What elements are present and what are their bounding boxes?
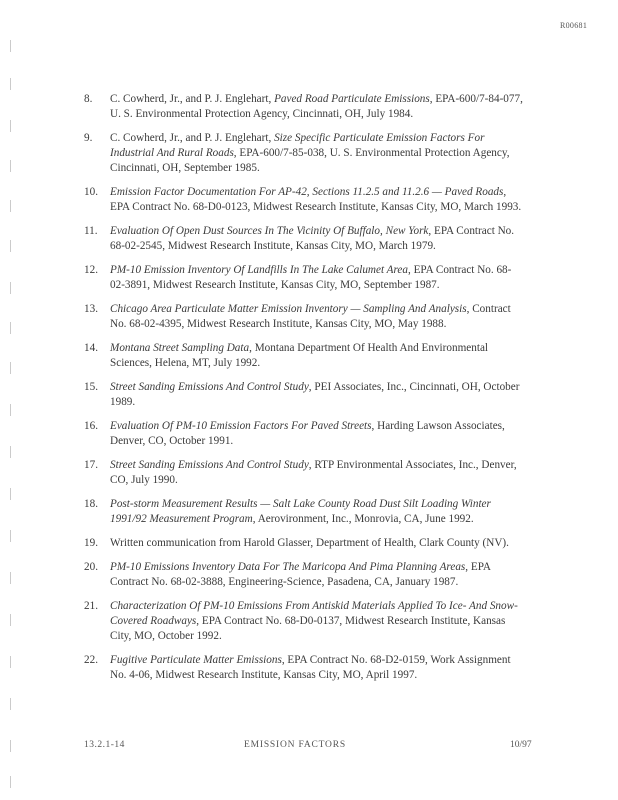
left-margin-marks [0, 0, 26, 800]
reference-number: 9. [84, 132, 93, 144]
reference-details: , EPA Contract No. 68-02-3891, Midwest Research Institute, Kansas City, MO, September 1987. [110, 264, 512, 291]
reference-text [110, 536, 524, 551]
reference-details: , EPA Contract No. 68-D2-0159, Work Assignment No. 4-06, Midwest Research Institute, Kansas City, MO, April 1997. [110, 654, 511, 681]
reference-item [84, 497, 524, 527]
reference-number: 19. [84, 537, 98, 549]
margin-mark [10, 614, 18, 626]
margin-mark [10, 322, 18, 334]
margin-mark [10, 404, 18, 416]
reference-number: 13. [84, 303, 98, 315]
reference-item [84, 341, 524, 371]
reference-text [110, 599, 524, 644]
reference-text [110, 185, 524, 215]
reference-text [110, 458, 524, 488]
margin-mark [10, 446, 18, 458]
reference-details: , Montana Department Of Health And Environmental Sciences, Helena, MT, July 1992. [110, 342, 489, 369]
reference-item [84, 263, 524, 293]
reference-details: , EPA Contract No. 68-D0-0123, Midwest Research Institute, Kansas City, MO, March 1993. [110, 186, 522, 213]
reference-number: 14. [84, 342, 98, 354]
margin-mark [10, 200, 18, 212]
reference-title: Size Specific Particulate Emission Factors For Industrial And Rural Roads [110, 132, 485, 159]
margin-mark [10, 698, 18, 710]
reference-item [84, 536, 524, 551]
reference-item [84, 185, 524, 215]
margin-mark [10, 776, 18, 788]
reference-text [110, 131, 524, 176]
reference-title: Street Sanding Emissions And Control Study [110, 381, 309, 393]
reference-number: 16. [84, 420, 98, 432]
reference-title: PM-10 Emissions Inventory Data For The Maricopa And Pima Planning Areas [110, 561, 466, 573]
reference-item [84, 92, 524, 122]
footer-section-number: 13.2.1-14 [84, 740, 125, 750]
reference-details: C. Cowherd, Jr., and P. J. Englehart, [110, 132, 275, 144]
footer-document-title: EMISSION FACTORS [244, 740, 346, 750]
reference-number: 11. [84, 225, 98, 237]
reference-number: 17. [84, 459, 98, 471]
reference-text [110, 653, 524, 683]
reference-text [110, 263, 524, 293]
margin-mark [10, 240, 18, 252]
reference-details: , Aerovironment, Inc., Monrovia, CA, June 1992. [252, 513, 474, 525]
reference-item [84, 599, 524, 644]
reference-number: 8. [84, 93, 93, 105]
reference-text [110, 497, 524, 527]
margin-mark [10, 488, 18, 500]
reference-details: , EPA Contract No. 68-02-2545, Midwest Research Institute, Kansas City, MO, March 1979. [110, 225, 515, 252]
margin-mark [10, 572, 18, 584]
reference-title: Fugitive Particulate Matter Emissions [110, 654, 282, 666]
reference-details: , EPA-600/7-84-077, U. S. Environmental Protection Agency, Cincinnati, OH, July 1984. [110, 93, 523, 120]
reference-details: C. Cowherd, Jr., and P. J. Englehart, [110, 93, 275, 105]
reference-title: Chicago Area Particulate Matter Emission Inventory — Sampling And Analysis [110, 303, 467, 315]
reference-number: 15. [84, 381, 98, 393]
reference-item [84, 653, 524, 683]
reference-details: , Harding Lawson Associates, Denver, CO, October 1991. [110, 420, 505, 447]
reference-text [110, 341, 524, 371]
reference-details: Written communication from Harold Glasser, Department of Health, Clark County (NV). [110, 537, 509, 549]
reference-item [84, 380, 524, 410]
reference-number: 18. [84, 498, 98, 510]
reference-number: 21. [84, 600, 98, 612]
reference-details: , PEI Associates, Inc., Cincinnati, OH, October 1989. [110, 381, 520, 408]
reference-details: , Contract No. 68-02-4395, Midwest Research Institute, Kansas City, MO, May 1988. [110, 303, 511, 330]
margin-mark [10, 40, 18, 52]
margin-mark [10, 78, 18, 90]
page-id: R00681 [560, 21, 588, 30]
reference-details: , EPA Contract No. 68-D0-0137, Midwest Research Institute, Kansas City, MO, October 1992. [110, 615, 506, 642]
reference-title: Evaluation Of Open Dust Sources In The Vicinity Of Buffalo, New York [110, 225, 429, 237]
reference-details: , EPA-600/7-85-038, U. S. Environmental Protection Agency, Cincinnati, OH, September 1985. [110, 147, 510, 174]
reference-number: 10. [84, 186, 98, 198]
reference-number: 20. [84, 561, 98, 573]
reference-text [110, 419, 524, 449]
reference-item [84, 131, 524, 176]
reference-item [84, 302, 524, 332]
reference-item [84, 419, 524, 449]
reference-details: , EPA Contract No. 68-02-3888, Engineering-Science, Pasadena, CA, January 1987. [110, 561, 491, 588]
reference-title: Paved Road Particulate Emissions [274, 93, 430, 105]
margin-mark [10, 282, 18, 294]
reference-text [110, 224, 524, 254]
footer-date: 10/97 [510, 740, 532, 750]
reference-title: PM-10 Emission Inventory Of Landfills In The Lake Calumet Area [110, 264, 408, 276]
reference-text [110, 380, 524, 410]
page-footer [0, 738, 618, 754]
reference-list [84, 92, 524, 692]
reference-number: 12. [84, 264, 98, 276]
margin-mark [10, 160, 18, 172]
reference-item [84, 458, 524, 488]
reference-text [110, 92, 524, 122]
margin-mark [10, 120, 18, 132]
reference-item [84, 560, 524, 590]
reference-title: Post-storm Measurement Results — Salt Lake County Road Dust Silt Loading Winter 1991/92 Measurement Program [110, 498, 491, 525]
reference-title: Characterization Of PM-10 Emissions From Antiskid Materials Applied To Ice- And Snow-Covered Roadways [110, 600, 518, 627]
reference-title: Emission Factor Documentation For AP-42, Sections 11.2.5 and 11.2.6 — Paved Roads [110, 186, 504, 198]
reference-text [110, 302, 524, 332]
margin-mark [10, 362, 18, 374]
reference-title: Street Sanding Emissions And Control Study [110, 459, 309, 471]
reference-title: Montana Street Sampling Data [110, 342, 250, 354]
reference-item [84, 224, 524, 254]
reference-details: , RTP Environmental Associates, Inc., Denver, CO, July 1990. [110, 459, 517, 486]
reference-text [110, 560, 524, 590]
margin-mark [10, 656, 18, 668]
reference-title: Evaluation Of PM-10 Emission Factors For Paved Streets [110, 420, 372, 432]
margin-mark [10, 530, 18, 542]
reference-number: 22. [84, 654, 98, 666]
